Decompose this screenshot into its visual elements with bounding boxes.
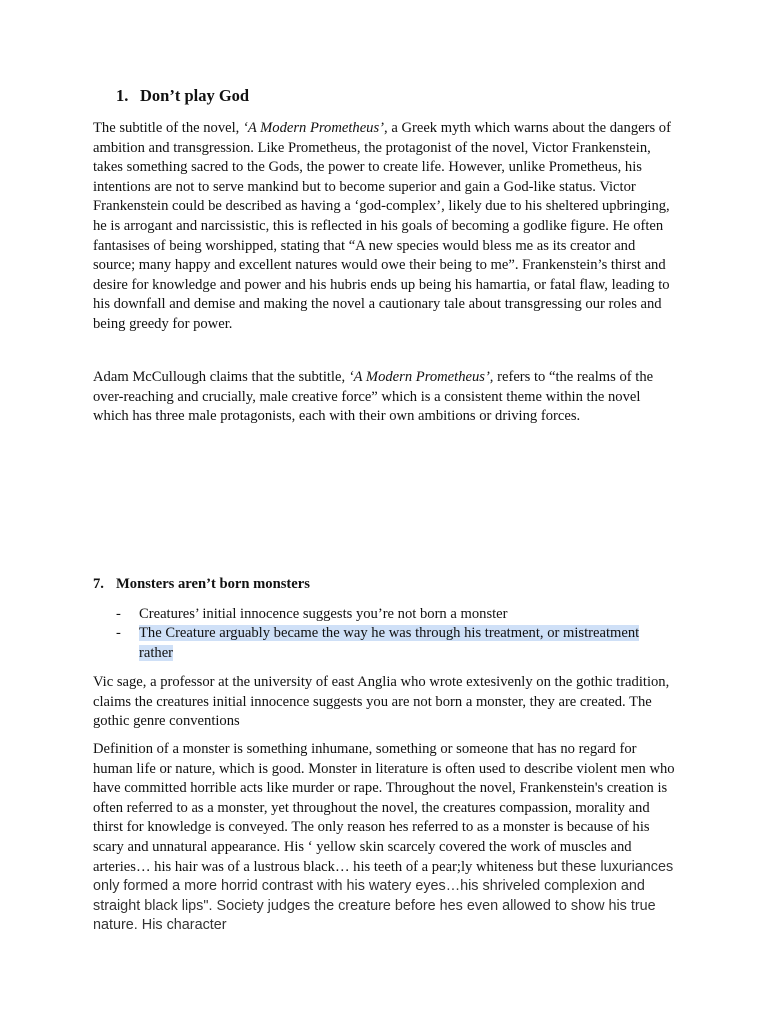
section-7-number: 7. (93, 576, 104, 592)
section-1-paragraph-2 (93, 368, 678, 427)
section-1-heading (116, 86, 249, 106)
bullet-text-highlighted[interactable]: The Creature arguably became the way he was through his treatment, or mistreatment rather (139, 625, 640, 661)
para4-serif-text: Definition of a monster is something inhumane, something or someone that has no regard for human life or nature, which is good. Monster in literature is often used to describe violent men who have committed horrible acts like murder or rape. Throughout the novel, Frankenstein's creation is often referred to as a monster, yet throughout the novel, the creatures compassion, morality and thirst for knowledge is conveyed. The only reason hes referred to as a monster is because of his scary and unnatural appearance. His ‘ yellow skin scarcely covered the work of muscles and arteries… his hair was of a lustrous black… his teeth of a pear;ly whiteness (93, 741, 675, 875)
para1-text-a: The subtitle of the novel, (93, 120, 243, 136)
para4-sans-text: but these luxuriances only formed a more horrid contrast with his watery eyes…his shriveled complexion and straight black lips". Society judges the creature before hes even allowed to show his true nature. His character (93, 858, 674, 934)
bullet-dash: - (116, 606, 121, 622)
para2-text-a: Adam McCullough claims that the subtitle, (93, 369, 349, 385)
para1-subtitle-italic: ‘A Modern Prometheus’ (242, 120, 385, 136)
para2-text-c: refers to “the realms of the over-reaching and crucially, male creative force” which is a consistent theme within the novel which has three male protagonists, each with their own ambitions or driving forces. (93, 369, 654, 425)
section-7-bullet-list (93, 605, 673, 663)
section-1-title: Don’t play God (140, 86, 250, 105)
para2-subtitle-italic: ‘A Modern Prometheus’, (348, 369, 494, 385)
list-item (93, 624, 673, 663)
section-7-paragraph-1: Vic sage, a professor at the university of east Anglia who wrote extesivenly on the gothic tradition, claims the creatures initial innocence suggests you are not born a monster, they are created. The gothic genre conventions (93, 674, 670, 730)
para1-text-c: , a Greek myth which warns about the dangers of ambition and transgression. Like Prometheus, the protagonist of the novel, Victor Frankenstein, takes something sacred to the Gods, the power to create life. However, unlike Prometheus, his intentions are not to serve mankind but to become superior and gain a God-like status. Victor Frankenstein could be described as having a ‘god-complex’, likely due to his sheltered upbringing, he is arrogant and narcissistic, this is reflected in his goals of becoming a godlike figure. He often fantasises of being worshipped, stating that “A new species would bless me as its creator and source; many happy and excellent natures would owe their being to me”. Frankenstein’s thirst and desire for knowledge and power and his hubris ends up being his hamartia, or fatal flaw, leading to his downfall and demise and making the novel a cautionary tale about transgressing our roles and being greedy for power. (93, 120, 671, 332)
section-7-title: Monsters aren’t born monsters (116, 576, 310, 592)
bullet-text: Creatures’ initial innocence suggests you’re not born a monster (139, 606, 508, 622)
section-7-heading (93, 576, 310, 593)
section-1-paragraph-1 (93, 119, 678, 335)
list-item (93, 605, 673, 624)
section-1-number: 1. (116, 86, 129, 105)
bullet-dash: - (116, 625, 121, 642)
section-7-paragraph-2 (93, 740, 678, 936)
